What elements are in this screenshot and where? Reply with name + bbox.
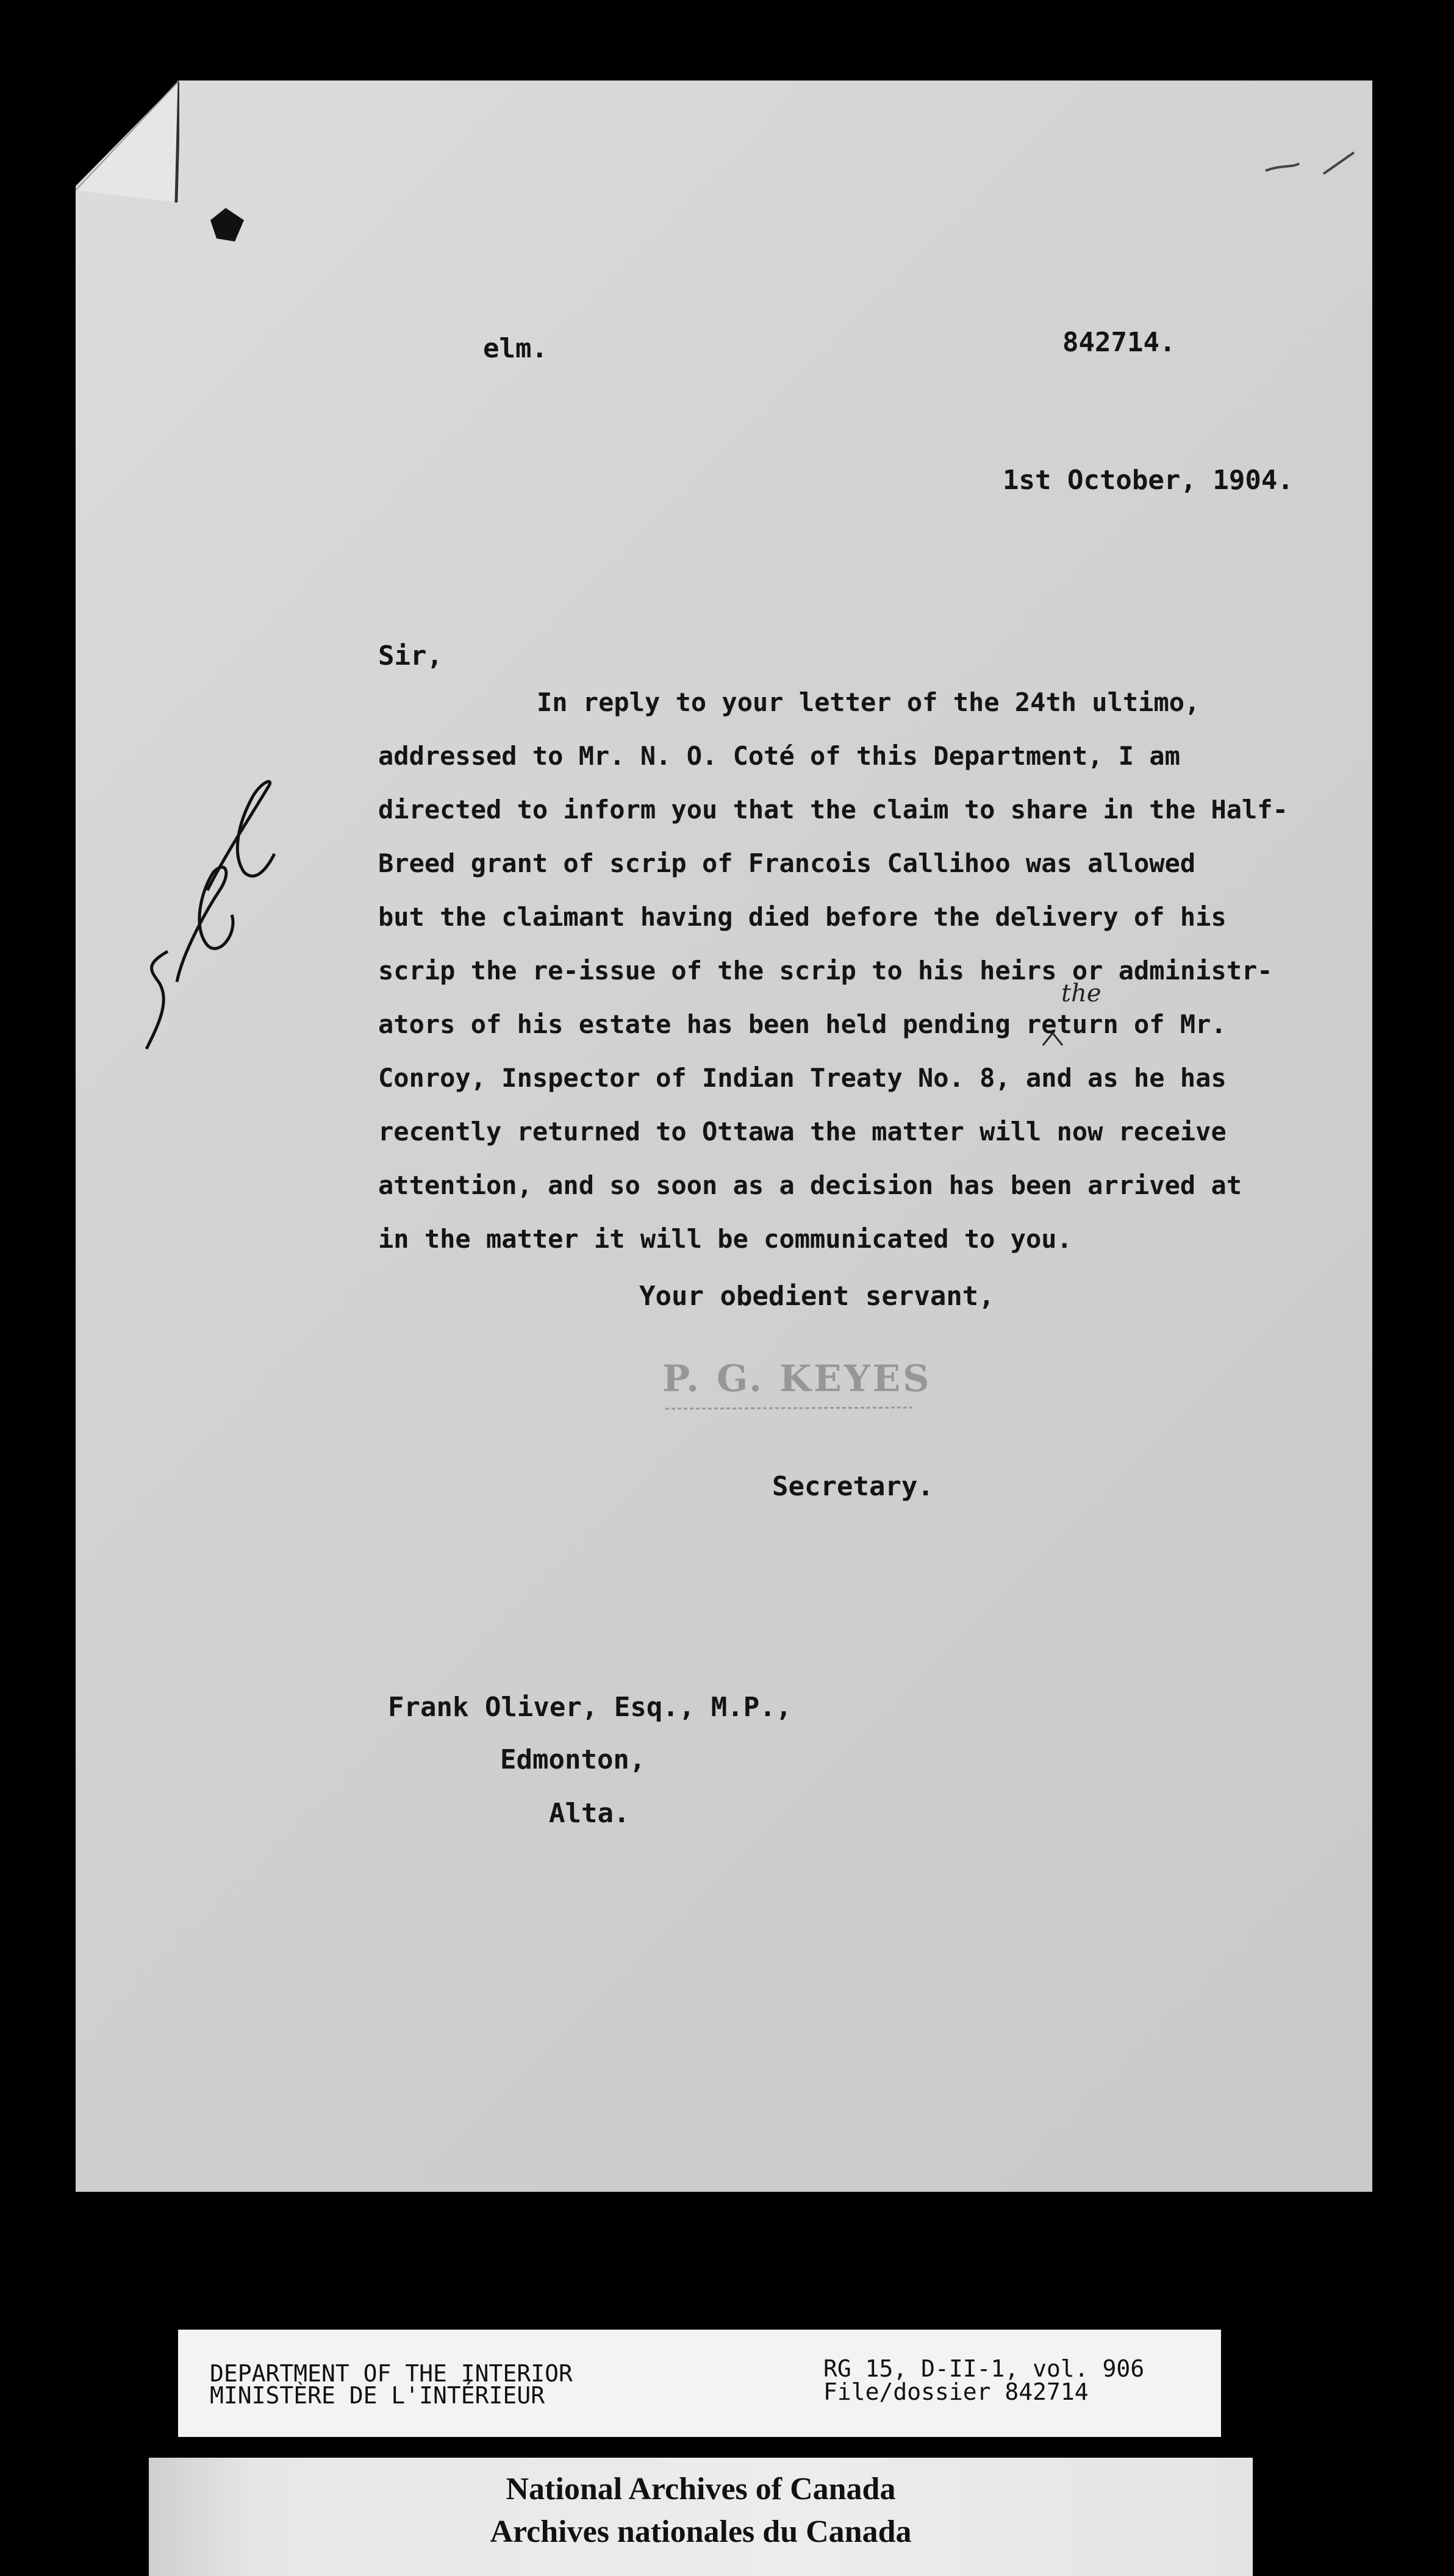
addressee-province: Alta. xyxy=(549,1798,630,1829)
pencil-tick-mark xyxy=(1262,146,1360,183)
body-line: but the claimant having died before the delivery of his xyxy=(378,902,1227,932)
body-line: directed to inform you that the claim to share in the Half- xyxy=(378,795,1288,825)
body-line: in the matter it will be communicated to you. xyxy=(378,1224,1072,1254)
archives-name-english: National Archives of Canada xyxy=(506,2472,896,2506)
insertion-caret-mark xyxy=(1040,1029,1065,1048)
body-line: Conroy, Inspector of Indian Treaty No. 8, and as he has xyxy=(378,1063,1227,1093)
body-line: addressed to Mr. N. O. Coté of this Department, I am xyxy=(378,741,1180,771)
punch-hole-mark xyxy=(207,205,250,248)
salutation: Sir, xyxy=(378,640,443,671)
file-number: 842714. xyxy=(1062,327,1176,358)
closing: Your obedient servant, xyxy=(639,1281,995,1312)
body-line: In reply to your letter of the 24th ultimo, xyxy=(537,687,1200,717)
handwritten-insertion: the xyxy=(1061,979,1101,1007)
stamp-underline xyxy=(662,1403,919,1415)
initials: elm. xyxy=(483,333,548,364)
body-line: recently returned to Ottawa the matter will now receive xyxy=(378,1117,1227,1147)
department-french: MINISTÈRE DE L'INTÉRIEUR xyxy=(210,2382,545,2409)
file-dossier-number: File/dossier 842714 xyxy=(823,2378,1089,2405)
letter-date: 1st October, 1904. xyxy=(1003,465,1294,496)
addressee-city: Edmonton, xyxy=(500,1744,646,1775)
margin-handwritten-initials xyxy=(134,768,281,1061)
letter-body xyxy=(378,676,1330,1266)
addressee-name: Frank Oliver, Esq., M.P., xyxy=(388,1692,792,1723)
folded-corner xyxy=(76,80,179,202)
archives-name-french: Archives nationales du Canada xyxy=(490,2514,912,2549)
signature-stamp: P. G. KEYES xyxy=(662,1358,932,1400)
body-line: ators of his estate has been held pending return of Mr. xyxy=(378,1009,1227,1039)
archive-reference-label xyxy=(178,2330,1221,2437)
body-line: attention, and so soon as a decision has been arrived at xyxy=(378,1170,1242,1200)
body-line: scrip the re-issue of the scrip to his heirs or administr- xyxy=(378,956,1273,986)
record-group-reference: RG 15, D-II-1, vol. 906 xyxy=(823,2355,1145,2382)
department-english: DEPARTMENT OF THE INTERIOR xyxy=(210,2360,573,2387)
body-line: Breed grant of scrip of Francois Callihoo was allowed xyxy=(378,848,1196,878)
archives-footer xyxy=(149,2458,1253,2576)
signatory-title: Secretary. xyxy=(772,1471,934,1502)
